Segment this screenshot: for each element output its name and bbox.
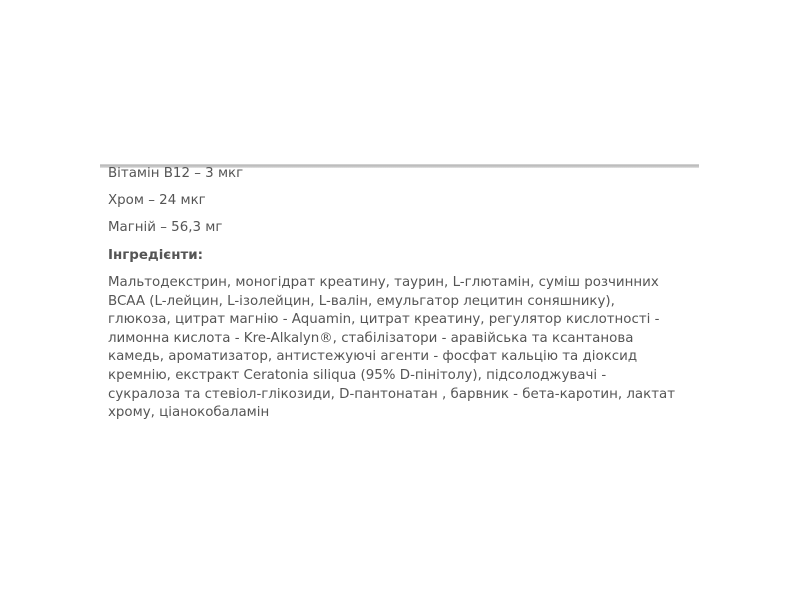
ingredients-line: лимонна кислота - Kre-Alkalyn®, стабілізатори - аравійська та ксантанова bbox=[108, 330, 634, 346]
ingredients-line: хрому, ціанокобаламін bbox=[108, 405, 270, 421]
ingredients-line: сукралоза та стевіол-глікозиди, D-пантонатан , барвник - бета-каротин, лактат bbox=[108, 386, 676, 402]
nutrient-chromium: Хром – 24 мкг bbox=[108, 193, 206, 208]
ingredients-heading: Інгредієнти: bbox=[108, 248, 203, 263]
nutrient-vitamin-b12: Вітамін В12 – 3 мкг bbox=[108, 166, 244, 181]
ingredients-line: Мальтодекстрин, моногідрат креатину, таурин, L-глютамін, суміш розчинних bbox=[108, 275, 659, 290]
ingredients-line: камедь, ароматизатор, антистежуючі агенти - фосфат кальцію та діоксид bbox=[108, 349, 638, 365]
ingredients-line: BCAA (L-лейцин, L-ізолейцин, L-валін, емульгатор лецитин соняшнику), bbox=[108, 293, 615, 309]
product-composition bbox=[108, 163, 708, 436]
ingredients-line: кремнію, екстракт Ceratonia siliqua (95% D-пінітолу), підсолоджувачі - bbox=[108, 367, 607, 383]
ingredients-text bbox=[108, 274, 708, 423]
ingredients-line: глюкоза, цитрат магнію - Aquamin, цитрат креатину, регулятор кислотності - bbox=[108, 312, 660, 328]
nutrient-magnesium: Магній – 56,3 мг bbox=[108, 220, 223, 235]
